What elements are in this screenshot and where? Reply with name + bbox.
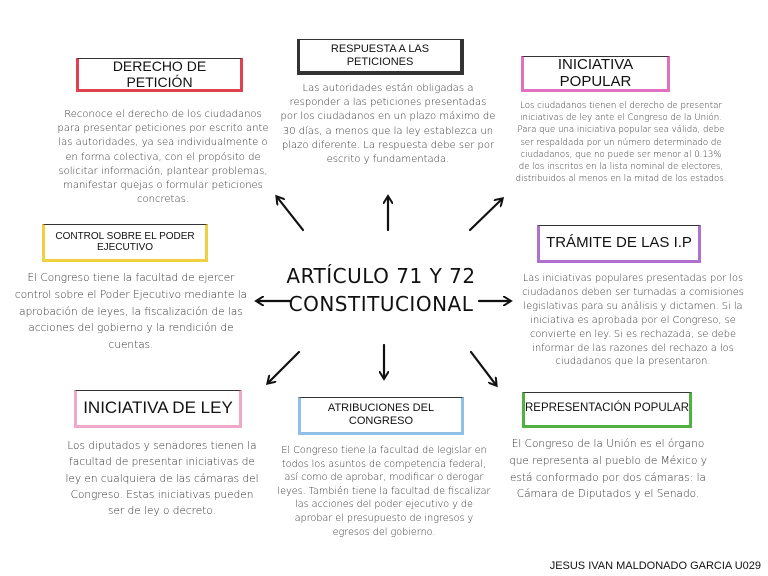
central-topic	[286, 262, 476, 318]
control-text: El Congreso tiene la facultad de ejercer control sobre el Poder Ejecutivo mediante la aprobación de leyes, la fiscalización de las acciones del gobierno y la rendición de cuentas.	[14, 272, 248, 352]
control-title: CONTROL SOBRE EL PODER EJECUTIVO	[42, 224, 208, 262]
atribuciones-text: El Congreso tiene la facultad de legislar en todos los asuntos de competencia federal, así como de aprobar, modificar o derogar leyes. También tiene la facultad de fiscalizar las acciones del poder ejecutivo y de aprobar el presupuesto de ingresos y egresos del gobierno.	[277, 445, 491, 538]
arrow-down-right	[471, 352, 496, 385]
central-topic-line-1: ARTÍCULO 71 Y 72	[286, 264, 476, 288]
iniciativa-ley-text: Los diputados y senadores tienen la facultad de presentar iniciativas de ley en cualquiera de las cámaras del Congreso. Estas iniciativas pueden ser de ley o decreto.	[65, 440, 259, 518]
author-footer: JESUS IVAN MALDONADO GARCIA U029	[549, 560, 761, 572]
representacion-title: REPRESENTACIÓN POPULAR	[522, 392, 692, 428]
derecho-peticion-title: DERECHO DE PETICIÓN	[76, 58, 243, 92]
representacion-text: El Congreso de la Unión es el órgano que representa al pueblo de México y está conformado por dos cámaras: la Cámara de Diputados y el Senado.	[509, 438, 707, 501]
arrow-down-left	[268, 352, 299, 383]
iniciativa-ley-title: INICIATIVA DE LEY	[74, 390, 242, 428]
iniciativa-popular-title: INICIATIVA POPULAR	[521, 56, 670, 92]
respuesta-title: RESPUESTA A LAS PETICIONES	[297, 39, 464, 75]
arrow-up-left	[277, 197, 303, 230]
tramite-title: TRÁMITE DE LAS I.P	[537, 225, 701, 263]
iniciativa-popular-text: Los ciudadanos tienen el derecho de presentar iniciativas de ley ante el Congreso de la Unión. Para que una iniciativa popular sea válida, debe ser respaldada por un número determinado de ciudadanos, que no puede ser menor al 0.13% de los inscritos en la lista nominal de electores, distribuidos al menos en la mitad de los estados.	[515, 101, 727, 185]
arrow-up-right	[470, 199, 502, 230]
atribuciones-title: ATRIBUCIONES DEL CONGRESO	[298, 397, 464, 435]
respuesta-text: Las autoridades están obligadas a responder a las peticiones presentadas por los ciudadanos en un plazo máximo de 30 días, a menos que la ley establezca un plazo diferente. La respuesta debe ser por escrito y fundamentada.	[280, 83, 496, 165]
central-topic-line-2: CONSTITUCIONAL	[288, 292, 474, 316]
tramite-text: Las iniciativas populares presentadas por los ciudadanos deben ser turnadas a comisiones legislativas para su análisis y dictamen. Si la iniciativa es aprobada por el Congreso, se convierte en ley. Si es rechazada, se debe informar de las razones del rechazo a los ciudadanos que la presentaron.	[522, 273, 744, 368]
derecho-peticion-text: Reconoce el derecho de los ciudadanos para presentar peticiones por escrito ante las autoridades, ya sea individualmente o en forma colectiva, con el propósito de solicitar información, plantear problemas, manifestar quejas o formular peticiones concretas.	[57, 109, 269, 206]
